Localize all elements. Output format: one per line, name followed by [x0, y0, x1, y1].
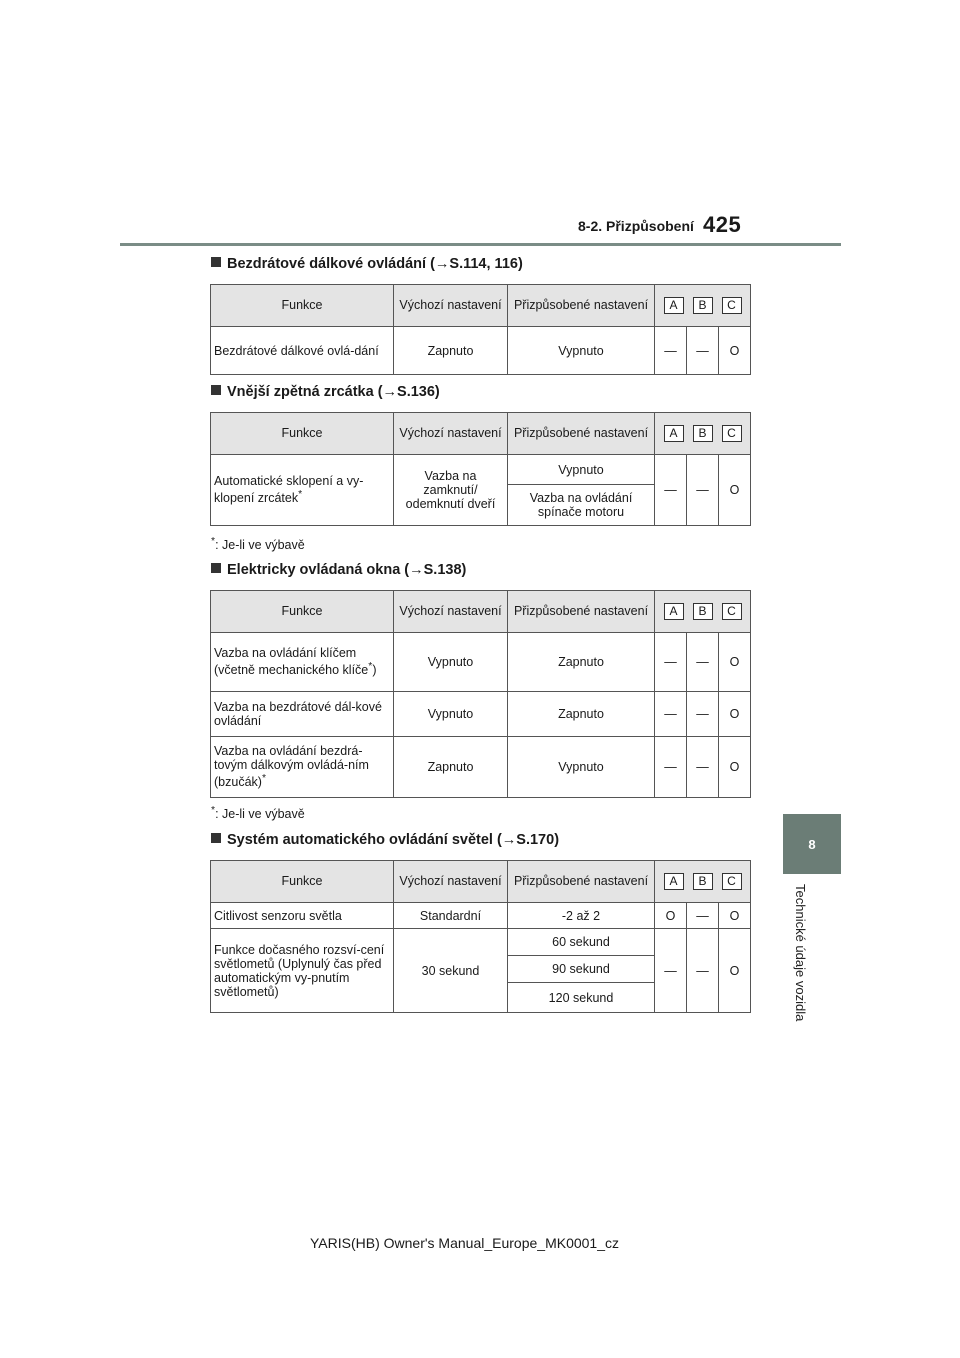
chapter-side-label: Technické údaje vozidla — [793, 884, 808, 1022]
header-rule — [120, 243, 841, 246]
footnote: *: Je-li ve výbavě — [211, 536, 305, 553]
table-row: Vazba na ovládání klíčem (včetně mechanického klíče*) Vypnuto Zapnuto — — O — [211, 633, 751, 692]
table-row: 90 sekund — [211, 956, 751, 983]
header-b: B — [693, 297, 713, 314]
square-bullet-icon — [211, 385, 221, 395]
section-heading-lights: Systém automatického ovládání světel (→S.170) — [211, 832, 559, 848]
table-row: Vazba na ovládání spínače motoru — [211, 485, 751, 526]
arrow-icon: → — [382, 384, 398, 400]
header-default: Výchozí nastavení — [394, 285, 508, 327]
header-c: C — [722, 297, 742, 314]
square-bullet-icon — [211, 833, 221, 843]
square-bullet-icon — [211, 257, 221, 267]
table-header-row: Funkce Výchozí nastavení Přizpůsobené nastavení A B C — [211, 861, 751, 903]
arrow-icon: → — [434, 256, 450, 272]
table-mirrors — [210, 412, 751, 526]
table-header-row: Funkce Výchozí nastavení Přizpůsobené nastavení A B C — [211, 413, 751, 455]
section-heading-mirrors: Vnější zpětná zrcátka (→S.136) — [211, 384, 440, 400]
table-row: 120 sekund — [211, 983, 751, 1013]
chapter-number: 8 — [808, 836, 816, 852]
table-row: Vazba na ovládání bezdrá-tovým dálkovým ovládá-ním (bzučák)* Zapnuto Vypnuto — — O — [211, 737, 751, 798]
chapter-tab — [783, 814, 841, 874]
page-number: 425 — [703, 212, 742, 237]
header-function: Funkce — [211, 285, 394, 327]
table-row: Vazba na bezdrátové dál-kové ovládání Vypnuto Zapnuto — — O — [211, 692, 751, 737]
table-row: Citlivost senzoru světla Standardní -2 až 2 O — O — [211, 903, 751, 929]
table-row: Funkce dočasného rozsví-cení světlometů (Uplynulý čas před automatickým vy-pnutím světlometů) 30 sekund 60 sekund — — O — [211, 929, 751, 956]
section-title: 8-2. Přizpůsobení — [578, 218, 694, 234]
table-header-row: Funkce Výchozí nastavení Přizpůsobené nastavení A B C — [211, 591, 751, 633]
section-heading-windows: Elektricky ovládaná okna (→S.138) — [211, 562, 466, 578]
square-bullet-icon — [211, 563, 221, 573]
header-a: A — [664, 297, 684, 314]
header-custom: Přizpůsobené nastavení — [508, 285, 655, 327]
arrow-icon: → — [409, 562, 424, 578]
table-windows — [210, 590, 751, 798]
section-heading-remote: Bezdrátové dálkové ovládání (→S.114, 116) — [211, 256, 523, 272]
header-abc — [655, 285, 751, 327]
table-row: Automatické sklopení a vy-klopení zrcátek* Vazba na zamknutí/ odemknutí dveří Vypnuto — — O — [211, 455, 751, 485]
arrow-icon: → — [501, 832, 517, 848]
footnote: *: Je-li ve výbavě — [211, 805, 305, 822]
footnote-asterisk: * — [298, 489, 303, 501]
table-remote — [210, 284, 751, 375]
table-row: Bezdrátové dálkové ovlá-dání Zapnuto Vypnuto — — O — [211, 327, 751, 375]
page-footer: YARIS(HB) Owner's Manual_Europe_MK0001_cz — [310, 1235, 619, 1251]
table-header-row — [211, 285, 751, 327]
table-lights — [210, 860, 751, 1013]
